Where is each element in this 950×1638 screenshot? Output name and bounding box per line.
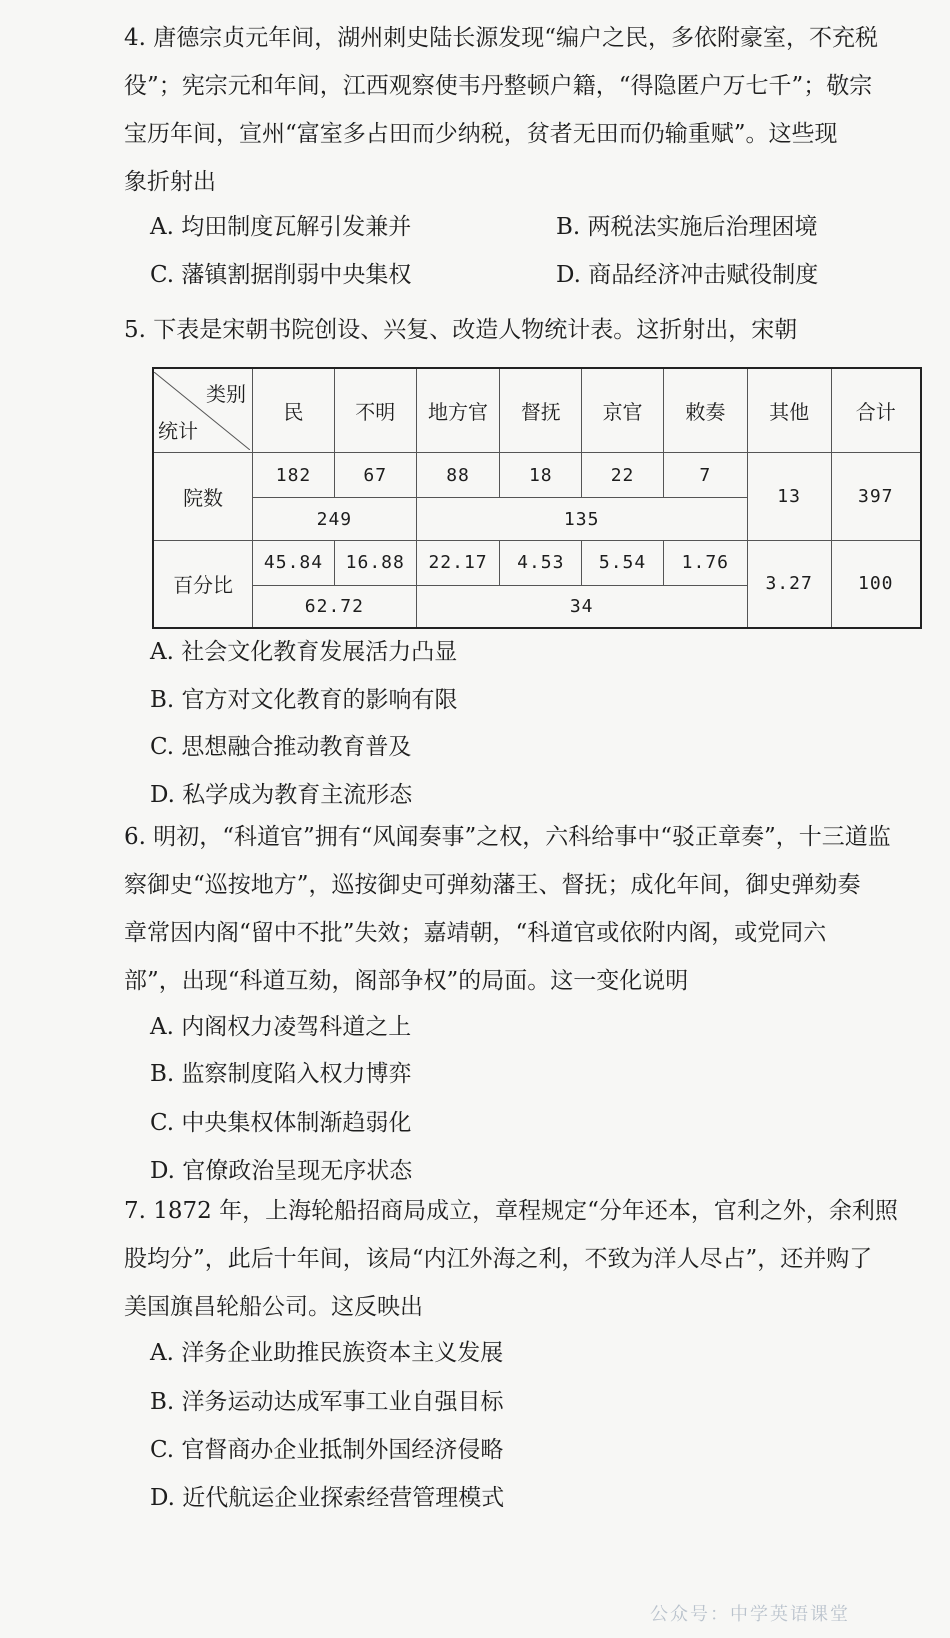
header-cell: 其他 (747, 368, 831, 453)
table-cell-group-private: 249 (253, 498, 417, 541)
table-cell: 67 (334, 453, 416, 498)
question-5-stem: 5. 下表是宋朝书院创设、兴复、改造人物统计表。这折射出，宋朝 (124, 317, 798, 343)
table-cell-total: 397 (831, 453, 921, 541)
table-cell-group-official: 135 (416, 498, 747, 541)
q4-option-a: A. 均田制度瓦解引发兼并 (150, 214, 412, 240)
q6-option-b: B. 监察制度陷入权力博弈 (150, 1061, 412, 1087)
q6-option-c: C. 中央集权体制渐趋弱化 (150, 1110, 412, 1136)
q7-option-a: A. 洋务企业助推民族资本主义发展 (150, 1340, 504, 1366)
table-cell: 88 (416, 453, 500, 498)
table-cell-other: 3.27 (747, 540, 831, 628)
diag-statistic-label: 统计 (158, 418, 198, 443)
q5-option-b: B. 官方对文化教育的影响有限 (150, 687, 458, 713)
table-cell: 18 (500, 453, 582, 498)
question-6-line: 章常因内阁“留中不批”失效；嘉靖朝，“科道官或依附内阁，或党同六 (124, 920, 827, 946)
header-cell: 敕奏 (663, 368, 747, 453)
q6-option-d: D. 官僚政治呈现无序状态 (150, 1158, 413, 1184)
question-6-line: 6. 明初，“科道官”拥有“风闻奏事”之权，六科给事中“驳正章奏”，十三道监 (124, 824, 891, 850)
table-diagonal-header (153, 368, 253, 453)
question-6 (124, 813, 924, 1005)
table-cell: 22 (582, 453, 664, 498)
table-cell-other: 13 (747, 453, 831, 541)
question-4 (124, 14, 924, 206)
question-5 (124, 306, 924, 354)
header-cell: 督抚 (500, 368, 582, 453)
q7-option-c: C. 官督商办企业抵制外国经济侵略 (150, 1437, 504, 1463)
q4-option-b: B. 两税法实施后治理困境 (556, 214, 818, 240)
q4-option-c: C. 藩镇割据削弱中央集权 (150, 262, 412, 288)
table-cell: 7 (663, 453, 747, 498)
table-cell: 4.53 (500, 540, 582, 585)
q5-option-a: A. 社会文化教育发展活力凸显 (150, 639, 458, 665)
table-cell: 1.76 (663, 540, 747, 585)
diag-category-label: 类别 (206, 381, 246, 406)
question-6-line: 察御史“巡按地方”，巡按御史可弹劾藩王、督抚；成化年间，御史弹劾奏 (124, 872, 861, 898)
table-cell-group-private: 62.72 (253, 585, 417, 628)
question-4-line: 4. 唐德宗贞元年间，湖州刺史陆长源发现“编户之民，多依附豪室，不充税 (124, 25, 879, 51)
question-7-line: 7. 1872 年，上海轮船招商局成立，章程规定“分年还本，官利之外，余利照 (124, 1198, 898, 1224)
question-7-line: 股均分”，此后十年间，该局“内江外海之利，不致为洋人尽占”，还并购了 (124, 1246, 873, 1272)
row-label-percent: 百分比 (153, 540, 253, 628)
table-cell: 16.88 (334, 540, 416, 585)
table-cell: 182 (253, 453, 335, 498)
q7-option-b: B. 洋务运动达成军事工业自强目标 (150, 1389, 504, 1415)
header-cell: 京官 (582, 368, 664, 453)
header-cell: 地方官 (416, 368, 500, 453)
header-cell: 合计 (831, 368, 921, 453)
q4-option-d: D. 商品经济冲击赋役制度 (556, 262, 819, 288)
question-6-line: 部”，出现“科道互劾，阁部争权”的局面。这一变化说明 (124, 968, 689, 994)
question-4-line: 象折射出 (124, 169, 216, 195)
table-cell: 45.84 (253, 540, 335, 585)
question-4-line: 役”；宪宗元和年间，江西观察使韦丹整顿户籍，“得隐匿户万七千”；敬宗 (124, 73, 873, 99)
table-cell-total: 100 (831, 540, 921, 628)
q5-option-c: C. 思想融合推动教育普及 (150, 734, 412, 760)
question-7-line: 美国旗昌轮船公司。这反映出 (124, 1294, 423, 1320)
q7-option-d: D. 近代航运企业探索经营管理模式 (150, 1485, 505, 1511)
table-cell: 5.54 (582, 540, 664, 585)
q5-option-d: D. 私学成为教育主流形态 (150, 782, 413, 808)
question-4-line: 宝历年间，宣州“富室多占田而少纳税，贫者无田而仍输重赋”。这些现 (124, 121, 838, 147)
header-cell: 不明 (334, 368, 416, 453)
row-label-count: 院数 (153, 453, 253, 541)
watermark: 公众号：中学英语课堂 (650, 1604, 850, 1625)
table-cell-group-official: 34 (416, 585, 747, 628)
q6-option-a: A. 内阁权力凌驾科道之上 (150, 1014, 412, 1040)
table-cell: 22.17 (416, 540, 500, 585)
question-7 (124, 1187, 924, 1331)
header-cell: 民 (253, 368, 335, 453)
academy-statistics-table (152, 367, 922, 629)
